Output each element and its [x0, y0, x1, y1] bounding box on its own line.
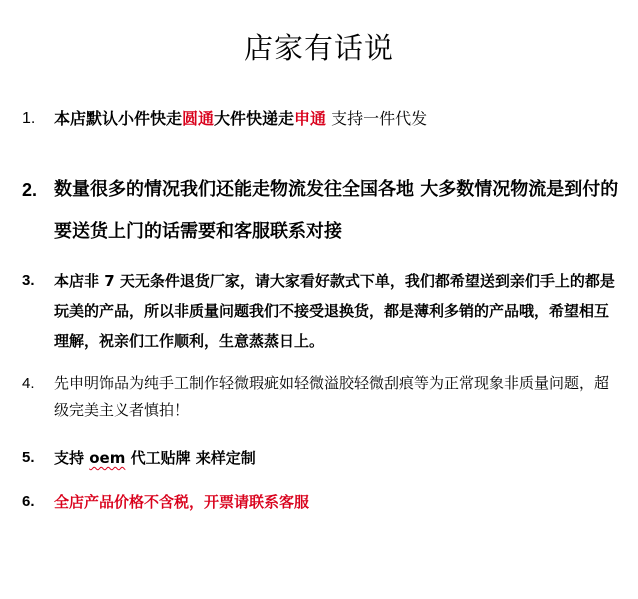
item-text-segment: 大件快递走 — [214, 109, 295, 128]
oem-word: oem — [89, 449, 126, 467]
item-text-segment: 支持 — [54, 449, 90, 467]
notice-item-1 — [22, 108, 622, 130]
item-text — [54, 447, 622, 469]
item-number: 2. — [22, 180, 38, 200]
item-number: 1. — [22, 110, 36, 127]
page-title: 店家有话说 — [243, 31, 394, 65]
item-text-segment: 代工贴牌 来样定制 — [125, 449, 256, 467]
courier-shentong: 申通 — [294, 109, 327, 128]
item-text: 数量很多的情况我们还能走物流发往全国各地 大多数情况物流是到付的 要送货上门的话需要和客服联系对接 — [54, 179, 619, 242]
notice-item-6 — [22, 491, 622, 513]
item-text: 全店产品价格不含税，开票请联系客服 — [54, 493, 310, 511]
item-number: 6. — [22, 493, 35, 510]
item-text: 本店非 7 天无条件退货厂家，请大家看好款式下单，我们都希望送到亲们手上的都是玩美的产品，所以非质量问题我们不接受退换货，都是薄利多销的产品哦，希望相互理解，祝亲们工作顺利，生意蒸蒸日上。 — [54, 272, 615, 350]
notice-item-4 — [22, 370, 622, 424]
item-number: 4. — [22, 375, 35, 392]
item-text-segment: 支持一件代发 — [326, 109, 428, 128]
notice-item-3 — [22, 266, 622, 356]
item-text: 先申明饰品为纯手工制作轻微瑕疵如轻微溢胶轻微刮痕等为正常现象非质量问题，超级完美主义者慎拍！ — [54, 374, 610, 419]
courier-yuantong: 圆通 — [182, 109, 215, 128]
item-text — [54, 108, 622, 130]
item-number: 5. — [22, 449, 35, 466]
notice-item-5 — [22, 447, 622, 469]
item-text-segment: 本店默认小件快走 — [54, 109, 183, 128]
item-number: 3. — [22, 272, 35, 289]
notice-item-2 — [22, 169, 622, 253]
